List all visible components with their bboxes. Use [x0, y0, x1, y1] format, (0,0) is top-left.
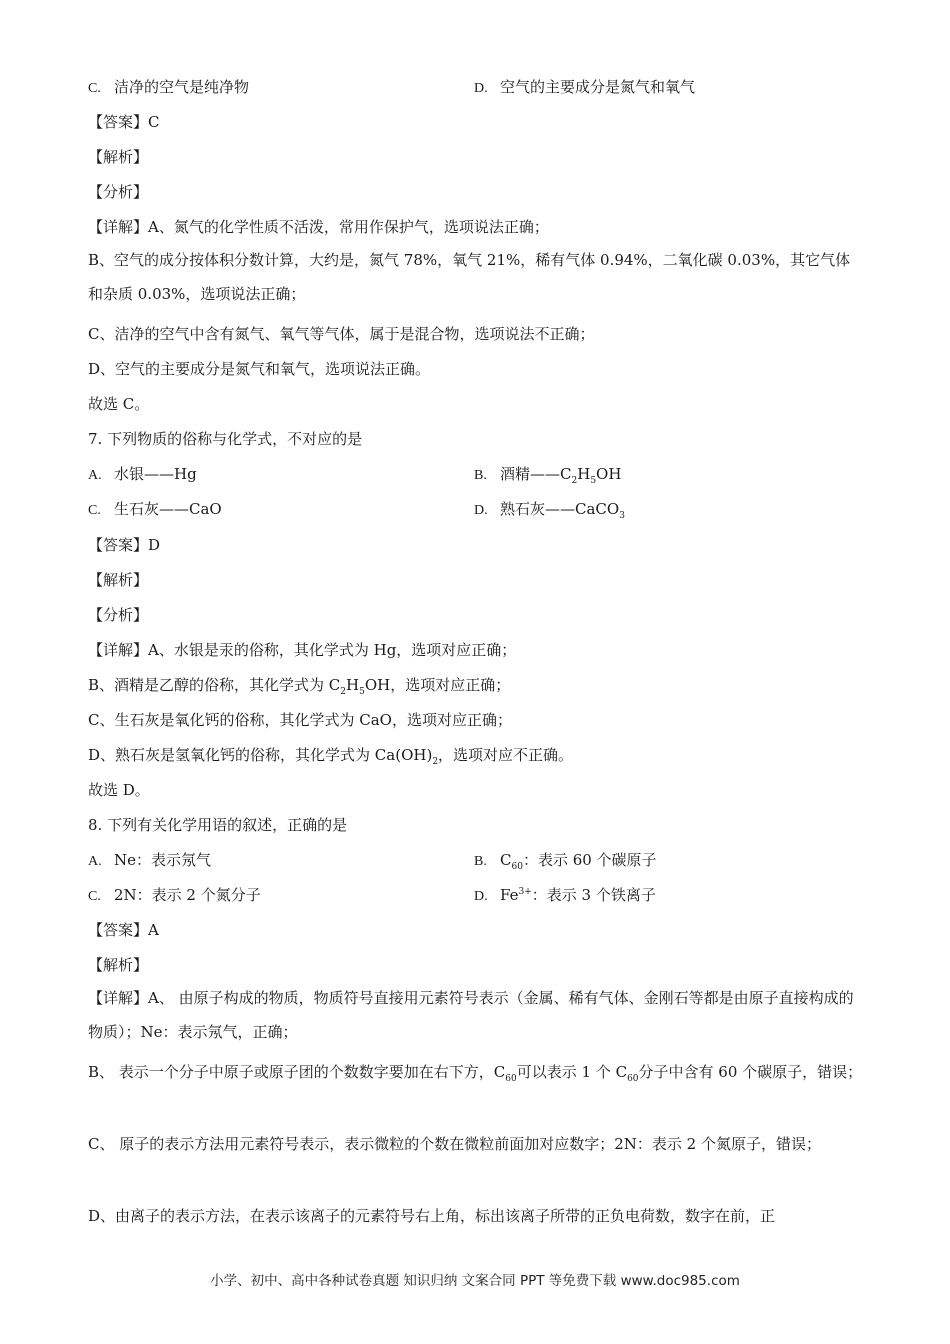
option-letter: D.	[474, 81, 488, 96]
formula-part: ：表示 60 个碳原子	[522, 851, 657, 869]
q7-detail-c: C、生石灰是氧化钙的俗称，其化学式为 CaO，选项对应正确；	[88, 711, 512, 729]
q7-option-a	[88, 463, 197, 484]
q7-jiexi: 【解析】	[88, 571, 149, 589]
detail-text: H	[346, 676, 360, 694]
detail-text: A、水银是汞的俗称，其化学式为 Hg，选项对应正确；	[148, 641, 517, 659]
detail-text: 可以表示 1 个 C	[516, 1063, 628, 1081]
q8-detail-d: D、由离子的表示方法，在表示该离子的元素符号右上角，标出该离子所带的正负电荷数，数字在前，正	[88, 1207, 776, 1225]
q6-detail-d: D、空气的主要成分是氮气和氧气，选项说法正确。	[88, 360, 431, 378]
subscript: 60	[627, 1074, 639, 1084]
q7-stem: 7. 下列物质的俗称与化学式，不对应的是	[88, 430, 363, 448]
option-text: 水银——Hg	[114, 465, 197, 483]
option-letter: A.	[88, 854, 102, 869]
detail-text: A、 由原子构成的物质，物质符号直接用元素符号表示（金属、稀有气体、金刚石等都是由原子直接构成的物质）；Ne：表示氖气，正确；	[88, 989, 854, 1041]
option-text: 洁净的空气是纯净物	[114, 78, 250, 96]
q6-answer	[88, 111, 160, 132]
option-text: Ne：表示氖气	[114, 851, 212, 869]
q8-jiexi: 【解析】	[88, 956, 149, 974]
q7-conclusion: 故选 D。	[88, 781, 150, 799]
q8-stem: 8. 下列有关化学用语的叙述，正确的是	[88, 816, 348, 834]
option-letter: B.	[474, 854, 487, 869]
answer-tag: 【答案】	[88, 921, 149, 939]
formula-part: 酒精——C	[500, 465, 572, 483]
q7-option-d	[474, 498, 625, 519]
option-letter: C.	[88, 889, 101, 904]
page-footer: 小学、初中、高中各种试卷真题 知识归纳 文案合同 PPT 等免费下载 www.doc985.com	[210, 1273, 740, 1289]
detail-tag: 【详解】	[88, 989, 149, 1007]
q7-option-b	[474, 463, 621, 484]
q7-detail-d	[88, 744, 573, 765]
q6-conclusion: 故选 C。	[88, 395, 150, 413]
detail-tag: 【详解】	[88, 641, 149, 659]
option-letter: C.	[88, 81, 101, 96]
answer-tag: 【答案】	[88, 536, 149, 554]
q6-jiexi: 【解析】	[88, 148, 149, 166]
answer-value: D	[148, 536, 161, 554]
detail-text: B、酒精是乙醇的俗称，其化学式为 C	[88, 676, 341, 694]
q7-answer	[88, 534, 160, 555]
detail-text: OH，选项对应正确；	[364, 676, 511, 694]
q6-fenxi: 【分析】	[88, 183, 149, 201]
q8-option-a	[88, 849, 211, 870]
q6-detail-c: C、洁净的空气中含有氮气、氧气等气体，属于是混合物，选项说法不正确；	[88, 325, 595, 343]
option-letter: B.	[474, 468, 487, 483]
detail-text: B、 表示一个分子中原子或原子团的个数数字要加在右下方，C	[88, 1063, 506, 1081]
subscript: 3	[619, 511, 625, 521]
subscript: 2	[571, 476, 578, 486]
q8-option-c	[88, 884, 261, 905]
q6-detail-b: B、空气的成分按体积分数计算，大约是，氮气 78%，氧气 21%，稀有气体 0.94%，二氧化碳 0.03%，其它气体和杂质 0.03%，选项说法正确；	[88, 251, 851, 303]
q7-option-c	[88, 498, 222, 519]
option-letter: D.	[474, 503, 488, 518]
q6-option-d	[474, 76, 695, 97]
q6-option-c	[88, 76, 249, 97]
q8-detail-a	[88, 981, 863, 1049]
option-letter: D.	[474, 889, 488, 904]
subscript: 60	[505, 1074, 517, 1084]
q7-fenxi: 【分析】	[88, 606, 149, 624]
subscript: 2	[340, 687, 347, 697]
q7-detail-a	[88, 639, 516, 660]
answer-tag: 【答案】	[88, 113, 149, 131]
formula-part: ：表示 3 个铁离子	[531, 886, 656, 904]
option-letter: A.	[88, 468, 102, 483]
subscript: 5	[590, 476, 597, 486]
detail-tag: 【详解】	[88, 218, 149, 236]
option-text: 生石灰——CaO	[114, 500, 222, 518]
option-letter: C.	[88, 503, 101, 518]
detail-text: ，选项对应不正确。	[438, 746, 574, 764]
answer-value: A	[148, 921, 159, 939]
answer-value: C	[148, 113, 160, 131]
formula-part: C	[500, 851, 512, 869]
q8-option-b	[474, 849, 657, 870]
option-text: 空气的主要成分是氮气和氧气	[500, 78, 696, 96]
q7-detail-b	[88, 674, 510, 695]
subscript: 5	[359, 687, 365, 697]
q8-answer	[88, 919, 159, 940]
formula-part: 熟石灰——CaCO	[500, 500, 620, 518]
subscript: 2	[432, 757, 439, 767]
detail-text: D、熟石灰是氢氧化钙的俗称，其化学式为 Ca(OH)	[88, 746, 433, 764]
subscript: 60	[511, 862, 523, 872]
formula-part: H	[577, 465, 591, 483]
superscript: 3+	[518, 887, 532, 897]
formula-part: OH	[596, 465, 622, 483]
q8-option-d	[474, 884, 656, 905]
detail-text: A、氮气的化学性质不活泼，常用作保护气，选项说法正确；	[148, 218, 549, 236]
q8-detail-b	[88, 1055, 863, 1089]
q8-detail-c: C、 原子的表示方法用元素符号表示，表示微粒的个数在微粒前面加对应数字；2N：表示 2 个氮原子，错误；	[88, 1135, 821, 1153]
detail-text: 分子中含有 60 个碳原子，错误；	[638, 1063, 863, 1081]
formula-part: Fe	[500, 886, 519, 904]
q6-detail-a	[88, 216, 549, 237]
option-text: 2N：表示 2 个氮分子	[114, 886, 261, 904]
